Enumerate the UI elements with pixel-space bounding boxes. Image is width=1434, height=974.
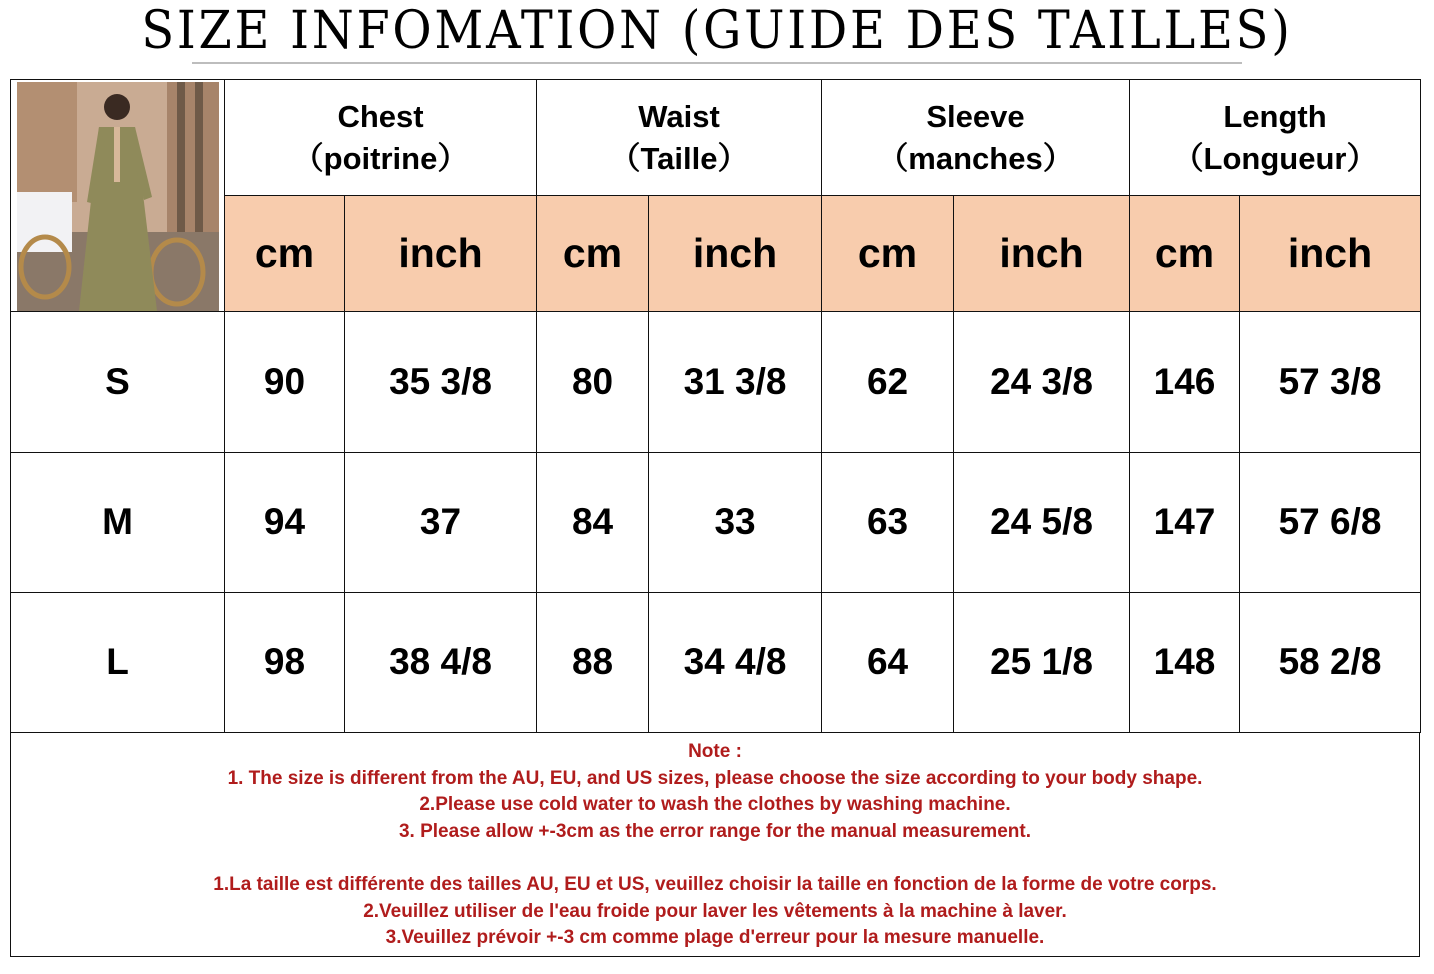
table-cell: 148 [1130,592,1240,732]
table-cell: 31 3/8 [649,312,822,452]
header-length-fr: （Longueur） [1172,140,1378,176]
table-row [11,312,1421,452]
header-sleeve-en: Sleeve [926,98,1025,134]
table-cell: 84 [537,452,649,592]
size-label: L [11,592,225,732]
note-fr-2: 2.Veuillez utiliser de l'eau froide pour laver les vêtements à la machine à laver. [363,901,1067,922]
table-cell: 24 5/8 [954,452,1130,592]
table-cell: 94 [225,452,345,592]
product-photo-cell [11,80,225,312]
size-label: S [11,312,225,452]
notes-box [10,732,1420,957]
table-cell: 63 [822,452,954,592]
unit-inch: inch [1240,196,1421,312]
unit-cm: cm [537,196,649,312]
page-title: SIZE INFOMATION (GUIDE DES TAILLES) [141,1,1293,61]
note-fr-1: 1.La taille est différente des tailles AU, EU et US, veuillez choisir la taille en fonction de la forme de votre corps. [213,874,1217,895]
header-length [1130,80,1421,196]
unit-cm: cm [1130,196,1240,312]
table-cell: 88 [537,592,649,732]
header-sleeve [822,80,1130,196]
unit-inch: inch [345,196,537,312]
header-length-en: Length [1223,98,1327,134]
notes-heading: Note : [688,741,742,762]
unit-inch: inch [649,196,822,312]
header-chest-en: Chest [337,98,424,134]
table-cell: 38 4/8 [345,592,537,732]
table-cell: 35 3/8 [345,312,537,452]
header-chest-fr: （poitrine） [292,140,469,176]
note-fr-3: 3.Veuillez prévoir +-3 cm comme plage d'erreur pour la mesure manuelle. [385,927,1045,948]
size-label: M [11,452,225,592]
table-cell: 147 [1130,452,1240,592]
unit-cm: cm [822,196,954,312]
table-cell: 146 [1130,312,1240,452]
header-waist [537,80,822,196]
table-cell: 34 4/8 [649,592,822,732]
header-waist-fr: （Taille） [609,140,749,176]
table-cell: 80 [537,312,649,452]
unit-inch: inch [954,196,1130,312]
table-cell: 90 [225,312,345,452]
unit-cm: cm [225,196,345,312]
size-table [10,79,1421,733]
note-en-1: 1. The size is different from the AU, EU, and US sizes, please choose the size according to your body shape. [227,768,1203,789]
title-underline [192,62,1242,64]
header-waist-en: Waist [638,98,720,134]
note-en-3: 3. Please allow +-3cm as the error range for the manual measurement. [398,821,1031,842]
note-en-2: 2.Please use cold water to wash the clothes by washing machine. [419,794,1011,815]
table-cell: 25 1/8 [954,592,1130,732]
table-cell: 64 [822,592,954,732]
table-cell: 58 2/8 [1240,592,1421,732]
table-row [11,592,1421,732]
header-chest [225,80,537,196]
header-sleeve-fr: （manches） [877,140,1074,176]
table-cell: 57 6/8 [1240,452,1421,592]
table-row [11,452,1421,592]
table-cell: 24 3/8 [954,312,1130,452]
table-cell: 98 [225,592,345,732]
table-cell: 33 [649,452,822,592]
product-photo [17,82,219,311]
table-cell: 57 3/8 [1240,312,1421,452]
table-cell: 62 [822,312,954,452]
table-cell: 37 [345,452,537,592]
